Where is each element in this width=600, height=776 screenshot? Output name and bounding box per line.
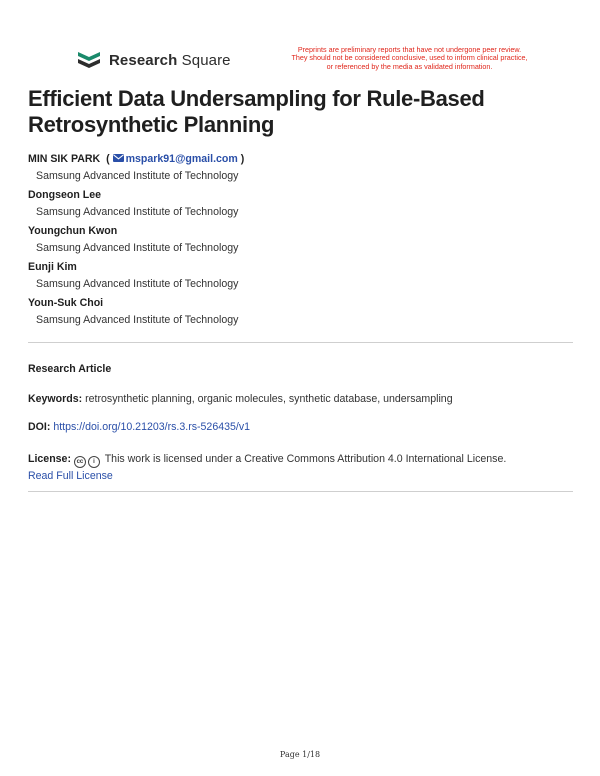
preprint-notice	[272, 46, 547, 71]
author-name: MIN SIK PARK	[28, 153, 101, 165]
author-entry	[28, 261, 573, 291]
doi	[28, 420, 573, 434]
license-label: License:	[28, 453, 71, 465]
divider	[28, 342, 573, 343]
page-number: Page 1/18	[279, 750, 321, 759]
mail-icon	[113, 154, 124, 162]
author-email-link[interactable]: mspark91@gmail.com	[125, 153, 238, 165]
author-affiliation: Samsung Advanced Institute of Technology	[36, 242, 239, 254]
author-name: Youngchun Kwon	[28, 225, 118, 237]
notice-line: Preprints are preliminary reports that have not undergone peer review.	[297, 45, 522, 54]
paper-title: Efficient Data Undersampling for Rule-Based Retrosynthetic Planning	[28, 86, 485, 137]
logo-text: Research Square	[109, 51, 231, 69]
doi-label: DOI:	[28, 421, 51, 433]
by-icon: i	[88, 456, 100, 468]
read-full-license-link[interactable]: Read Full License	[28, 470, 113, 482]
research-square-logo[interactable]	[75, 46, 231, 74]
author-entry	[28, 297, 573, 327]
author-name: Youn-Suk Choi	[28, 297, 104, 309]
author-name: Dongseon Lee	[28, 189, 101, 201]
author-entry	[28, 189, 573, 219]
author-entry	[28, 225, 573, 255]
author-list	[28, 153, 573, 333]
author-affiliation: Samsung Advanced Institute of Technology	[36, 206, 239, 218]
keywords-value: retrosynthetic planning, organic molecules, synthetic database, undersampling	[85, 393, 453, 405]
author-affiliation: Samsung Advanced Institute of Technology	[36, 278, 239, 290]
article-type: Research Article	[28, 363, 112, 375]
license	[28, 451, 573, 484]
author-affiliation: Samsung Advanced Institute of Technology	[36, 170, 239, 182]
divider	[28, 491, 573, 492]
keywords-label: Keywords:	[28, 393, 83, 405]
cc-icon: cc	[74, 456, 86, 468]
keywords	[28, 392, 573, 406]
author-name: Eunji Kim	[28, 261, 77, 273]
author-affiliation: Samsung Advanced Institute of Technology	[36, 314, 239, 326]
license-text: This work is licensed under a Creative Commons Attribution 4.0 International License.	[104, 453, 507, 465]
research-square-logo-icon	[75, 46, 103, 74]
notice-line: They should not be considered conclusive, used to inform clinical practice,	[291, 53, 528, 63]
header	[75, 46, 545, 82]
doi-link[interactable]: https://doi.org/10.21203/rs.3.rs-526435/v1	[53, 421, 251, 433]
author-entry: MIN SIK PARK ( mspark91@gmail.com ) Samsung Advanced Institute of Technology	[28, 153, 573, 183]
notice-line: or referenced by the media as validated information.	[326, 61, 493, 71]
